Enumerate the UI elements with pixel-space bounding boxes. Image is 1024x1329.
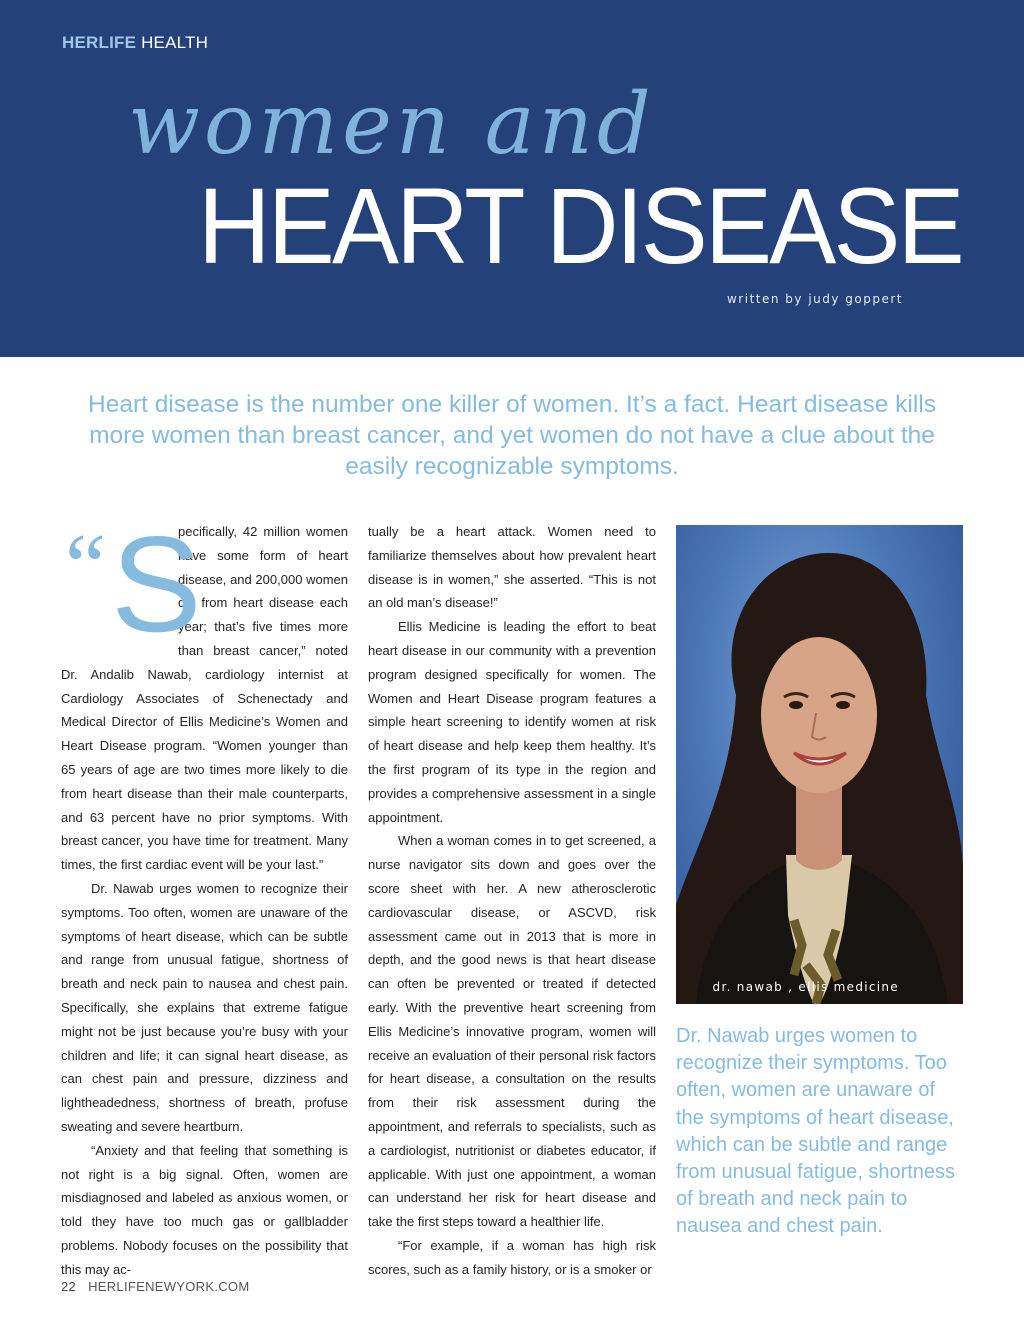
page-footer [61,1279,249,1294]
paragraph: When a woman comes in to get screened, a nurse navigator sits down and goes over the score sheet with her. A new atherosclerotic cardiovascular disease, or ASCVD, risk assessment came out in 2013 that is more in depth, and the good news is that heart disease can often be prevented or treated if detected early. With the preventive heart screening from Ellis Medicine’s innovative program, women will receive an evaluation of their personal risk factors for heart disease, a consultation on the results from their risk assessment during the appointment, and referrals to specialists, such as a cardiologist, nutritionist or diabetes educator, if applicable. With just one appointment, a woman can understand her risk for heart disease and take the first steps toward a healthier life. [368,833,656,1230]
website-url: HERLIFENEWYORK.COM [88,1279,250,1294]
portrait-illustration [676,525,963,1004]
paragraph: Ellis Medicine is leading the effort to beat heart disease in our community with a prevention program designed specifically for women. The Women and Heart Disease program features a simple heart screening to identify women at risk of heart disease and help keep them healthy. It’s the first program of its type in the region and provides a comprehensive assessment in a single appointment. [368,619,656,825]
paragraph: “Anxiety and that feeling that something is not right is a big signal. Often, women are misdiagnosed and labeled as anxious women, or told they have too much gas or gallbladder problems. Nobody focuses on the possibility that this may ac- [61,1142,348,1277]
header-banner [0,0,1024,357]
paragraph: tually be a heart attack. Women need to familiarize themselves about how prevalent heart disease is in women,” she asserted. “This is not an old man’s disease!” [368,524,656,611]
section-label [62,33,208,53]
section-name: HEALTH [141,33,209,52]
article-column-2 [368,520,656,1282]
pull-quote: Dr. Nawab urges women to recognize their symptoms. Too often, women are unaware of the symptoms of heart disease, which can be subtle and range from unusual fatigue, shortness of breath and neck pain to nausea and chest pain. [676,1025,956,1238]
paragraph: Dr. Nawab urges women to recognize their symptoms. Too often, women are unaware of the symptoms of heart disease, which can be subtle and range from unusual fatigue, shortness of breath and neck pain to nausea and chest pain. Specifically, she explains that extreme fatigue might not be just because you’re busy with your children and life; it can signal heart disease, as can chest pain and pressure, dizziness and lightheadedness, shortness of breath, profuse sweating and severe heartburn. [61,880,348,1134]
article-column-1 [61,508,348,1282]
drop-cap [61,508,202,660]
drop-cap-quote: “ [65,515,106,617]
byline: written by judy goppert [726,292,903,306]
script-title: women and [128,75,655,173]
paragraph: pecifically, 42 million women have some form of heart disease, and 200,000 women die from heart disease each year; that’s five times more than breast cancer,” noted Dr. Andalib Nawab, cardiology internist at Cardiology Associates of Schenectady and Medical Director of Ellis Medicine’s Women and Heart Disease program. “Women younger than 65 years of age are two times more likely to die from heart disease than their male counterparts, and 63 percent have no prior symptoms. With breast cancer, you have time for treatment. Many times, the first cardiac event will be your last.” [61,524,348,873]
drop-cap-letter: S [111,508,202,660]
page-number: 22 [61,1279,77,1294]
portrait-photo [676,525,963,1004]
paragraph: “For example, if a woman has high risk scores, such as a family history, or is a smoker or [368,1237,656,1277]
photo-caption: dr. nawab , ellis medicine [712,980,899,994]
page-title: HEART DISEASE [198,165,962,286]
brand-name: HERLIFE [62,33,137,52]
deck-intro: Heart disease is the number one killer of women. It’s a fact. Heart disease kills more women than breast cancer, and yet women do not have a clue about the easily recognizable symptoms. [88,391,936,480]
